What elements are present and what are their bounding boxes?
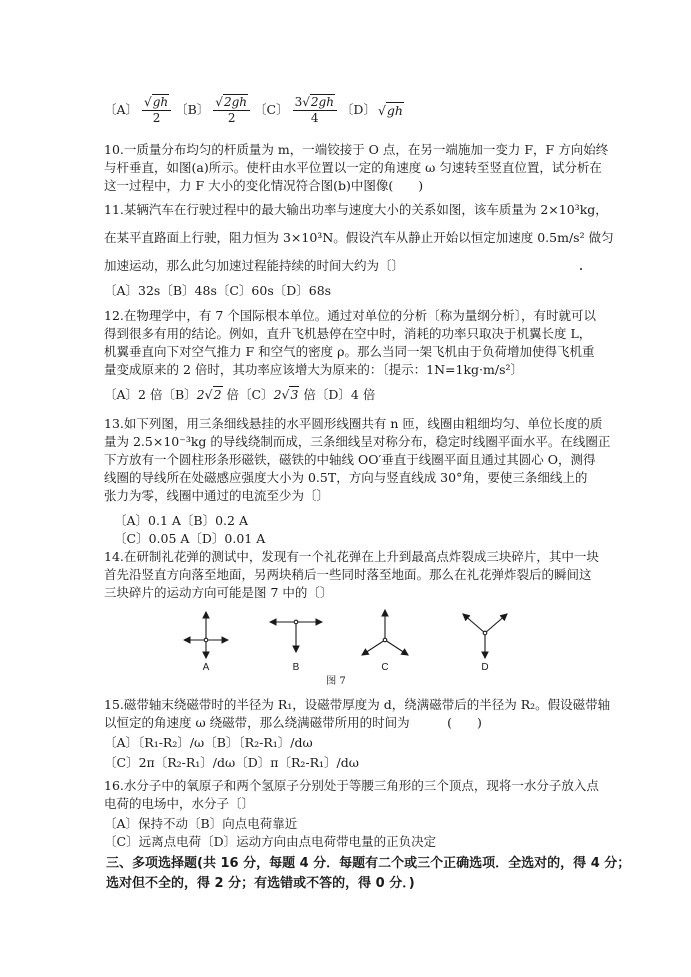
- figure-7-diagram-d: [463, 614, 507, 658]
- q11-line-1: 11.某辆汽车在行驶过程中的最大输出功率与速度大小的关系如图，该车质量为 2×10³kg，: [104, 202, 608, 217]
- section-3-heading-line-1: 三、多项选择题(共 16 分，每题 4 分．每题有二个或三个正确选项．全选对的，得 4 分；: [106, 856, 631, 871]
- q12-option-c-radicand: 3: [290, 387, 299, 402]
- q12-line-2: 得到很多有用的结论。例如，直升飞机悬停在空中时，消耗的功率只取决于机翼长度 L，: [104, 326, 592, 341]
- q10-line-1: 10.一质量分布均匀的杆质量为 m，一端铰接于 O 点，在另一端施加一变力 F，F 方向始终: [104, 142, 609, 157]
- q12-option-c-coef: 2: [273, 387, 282, 402]
- q13-line-5: 张力为零，线圈中通过的电流至少为〔〕: [104, 488, 330, 503]
- q15-options-2: 〔C〕2π〔R₂-R₁〕/dω〔D〕π〔R₂-R₁〕/dω: [104, 755, 359, 770]
- figure-7-label-a: A: [202, 662, 210, 673]
- figure-7-label-c: C: [381, 662, 389, 673]
- q16-line-2: 电荷的电场中，水分子〔〕: [104, 796, 255, 811]
- q11-line-3: 加速运动，那么此匀加速过程能持续的时间大约为〔〕: [104, 258, 405, 273]
- q9-options: [104, 94, 404, 126]
- q12-option-a: 〔A〕2 倍〔B〕: [104, 387, 197, 402]
- q9-option-d-value: √gh: [377, 102, 403, 118]
- q12-option-c-post: 倍〔D〕4 倍: [299, 387, 376, 402]
- q14-line-3: 三块碎片的运动方向可能是图 7 中的〔〕: [104, 585, 333, 600]
- q13-line-2: 量为 2.5×10⁻³kg 的导线绕制而成，三条细线呈对称分布，稳定时线圈平面水平。在线圈正: [104, 434, 611, 449]
- q16-options-2: 〔C〕远离点电荷〔D〕运动方向由点电荷带电量的正负决定: [104, 834, 437, 849]
- q13-options-1: 〔A〕0.1 A〔B〕0.2 A: [114, 513, 248, 528]
- q13-line-1: 13.如下列图，用三条细线悬挂的水平圆形线圈共有 n 匝，线圈由粗细均匀、单位长度的质: [104, 416, 603, 431]
- q10-line-3: 这一过程中，力 F 大小的变化情况符合图(b)中图像( ): [104, 178, 424, 193]
- q9-option-c-label: 〔C〕: [254, 102, 289, 117]
- q12-line-1: 12.在物理学中，有 7 个国际根本单位。通过对单位的分析〔称为量纲分析〕，有时就可以: [104, 308, 597, 323]
- figure-7: [170, 600, 540, 695]
- q13-options-2: 〔C〕0.05 A〔D〕0.01 A: [114, 531, 266, 546]
- figure-7-diagram-a: [184, 612, 228, 658]
- q9-option-a-fraction: $\frac{√gh}{2}$: [142, 94, 171, 126]
- q12-line-3: 机翼垂直向下对空气推力 F 和空气的密度 ρ。那么当同一架飞机由于负荷增加使得飞机重: [104, 344, 595, 359]
- q12-option-b-coef: 2: [196, 387, 205, 402]
- q15-line-1: 15.磁带轴末绕磁带时的半径为 R₁，设磁带厚度为 d，绕满磁带后的半径为 R₂。假设磁带轴: [104, 697, 611, 712]
- q9-option-a-label: 〔A〕: [104, 102, 139, 117]
- q13-line-4: 线圈的导线所在处磁感应强度大小为 0.5T，方向与竖直线成 30°角，要使三条细线上的: [104, 470, 588, 485]
- q11-line-2: 在某平直路面上行驶，阻力恒为 3×10³N。假设汽车从静止开始以恒定加速度 0.5m/s² 做匀: [104, 230, 614, 245]
- q12-option-b-post: 倍〔C〕: [222, 387, 274, 402]
- q16-options-1: 〔A〕保持不动〔B〕向点电荷靠近: [104, 816, 298, 831]
- figure-7-diagram-c: [362, 610, 408, 655]
- q14-line-1: 14.在研制礼花弹的测试中，发现有一个礼花弹在上升到最高点炸裂成三块碎片，其中一块: [104, 549, 599, 564]
- q9-option-b-label: 〔B〕: [175, 102, 210, 117]
- figure-7-label-b: B: [292, 662, 300, 673]
- q13-line-3: 下方放有一个圆柱形条形磁铁，磁铁的中轴线 OO′垂直于线圈平面且通过其圆心 O，测得: [104, 452, 596, 467]
- figure-7-caption: 图 7: [326, 676, 346, 687]
- q16-line-1: 16.水分子中的氧原子和两个氢原子分别处于等腰三角形的三个顶点，现将一水分子放入点: [104, 778, 599, 793]
- q14-line-2: 首先沿竖直方向落至地面，另两块稍后一些同时落至地面。那么在礼花弹炸裂后的瞬间这: [104, 567, 592, 582]
- stray-dot: [580, 268, 582, 270]
- q10-line-2: 与杆垂直，如图(a)所示。使杆由水平位置以一定的角速度 ω 匀速转至竖直位置，试分析在: [104, 160, 602, 175]
- q9-option-d-label: 〔D〕: [340, 102, 376, 117]
- figure-7-label-d: D: [481, 662, 489, 673]
- q12-option-b-radicand: 2: [213, 387, 222, 402]
- q15-line-2: 以恒定的角速度 ω 绕磁带，那么绕满磁带所用的时间为 ( ): [104, 715, 482, 730]
- q9-option-b-fraction: $\frac{√2gh}{2}$: [213, 94, 250, 126]
- q12-options: 〔A〕2 倍〔B〕2√2 倍〔C〕2√3 倍〔D〕4 倍: [104, 387, 376, 402]
- q11-options: 〔A〕32s〔B〕48s〔C〕60s〔D〕68s: [104, 283, 332, 298]
- q9-option-c-fraction: $\frac{3√2gh}{4}$: [293, 94, 337, 126]
- q12-line-4: 量变成原来的 2 倍时，其功率应该增大为原来的：〔提示：1N=1kg·m/s²〕: [104, 362, 524, 377]
- section-3-heading-line-2: 选对但不全的，得 2 分；有选错或不答的，得 0 分．): [106, 876, 415, 891]
- q15-options-1: 〔A〕〔R₁-R₂〕/ω〔B〕〔R₂-R₁〕/dω: [104, 735, 313, 750]
- figure-7-diagram-b: [270, 620, 322, 652]
